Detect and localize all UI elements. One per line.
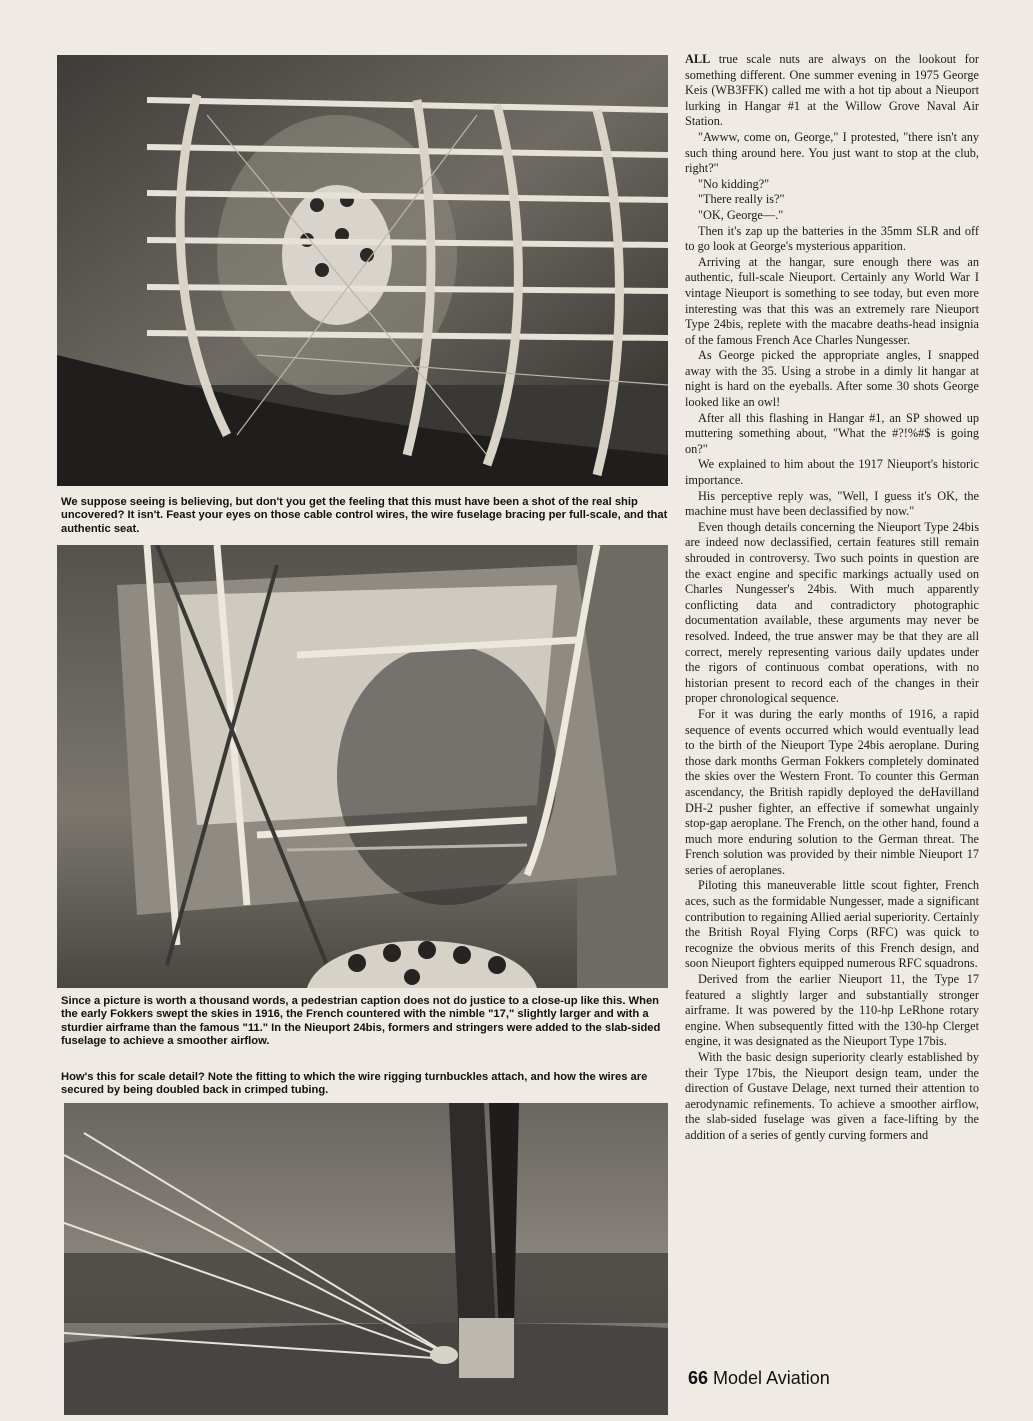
article-paragraph: Derived from the earlier Nieuport 11, the Type 17 featured a slightly larger and substantially stronger airframe. It was powered by the 110-hp LeRhone rotary engine. When subsequently fitted with the 130-hp Clerget engine, it was designated as the Nieuport Type 17bis. — [685, 972, 979, 1049]
page-number: 66 — [688, 1368, 709, 1388]
article-paragraph — [685, 52, 979, 130]
article-paragraph: We explained to him about the 1917 Nieuport's historic importance. — [685, 457, 979, 488]
caption-photo-1: We suppose seeing is believing, but don't you get the feeling that this must have been a shot of the real ship uncovered? It isn't. Feast your eyes on those cable control wires, the wire fuselage bracing per full-scale, and that authentic seat. — [61, 496, 668, 535]
article-paragraph: After all this flashing in Hangar #1, an SP showed up muttering something about, "What the #?!%#$ is going on?" — [685, 410, 979, 456]
article-paragraph: "OK, George—." — [698, 207, 784, 222]
photo-cockpit-seat — [57, 545, 668, 988]
caption-photo-2: Since a picture is worth a thousand words, a pedestrian caption does not do justice to a close-up like this. When the early Fokkers swept the skies in 1916, the French countered with the nimble "17," slightly larger and with a sturdier airframe than the famous "11." In the Nieuport 24bis, formers and stringers were added to the slab-sided fuselage to achieve a smoother airflow. — [61, 995, 661, 1048]
article-paragraph: Then it's zap up the batteries in the 35mm SLR and off to go look at George's mysterious apparition. — [685, 223, 979, 254]
article-paragraph: His perceptive reply was, "Well, I guess it's OK, the machine must have been declassified by now." — [685, 488, 979, 519]
caption-photo-3: How's this for scale detail? Note the fitting to which the wire rigging turnbuckles attach, and how the wires are secured by being doubled back in crimped tubing. — [61, 1071, 648, 1097]
article-paragraph: "No kidding?" — [698, 176, 770, 191]
page-footer — [688, 1368, 830, 1389]
photo-rigging-turnbuckles-image — [64, 1103, 668, 1415]
article-paragraph: "There really is?" — [698, 192, 785, 207]
photo-fuselage-frame-image — [57, 55, 668, 486]
magazine-title: Model Aviation — [713, 1368, 830, 1388]
article-paragraph-text: true scale nuts are always on the lookout for something different. One summer evening in 1975 George Keis (WB3FFK) called me with a hot tip about a Nieuport lurking in Hangar #1 at the Willow Grove Naval Air Station. — [685, 52, 979, 129]
article-paragraph: Arriving at the hangar, sure enough there was an authentic, full-scale Nieuport. Certainly any World War I vintage Nieuport is something to see today, but even more interesting was that this was an extremely rare Nieuport Type 24bis, replete with the macabre deaths-head insignia of the famous French Ace Charles Nungesser. — [685, 254, 979, 347]
article-paragraph: As George picked the appropriate angles, I snapped away with the 35. Using a strobe in a dimly lit hangar at night is hard on the eyeballs. After some 30 shots George looked like an owl! — [685, 348, 979, 410]
article-body — [685, 52, 979, 1144]
article-paragraph: Piloting this maneuverable little scout fighter, French aces, such as the formidable Nungesser, made a significant contribution to regaining Allied aerial superiority. Certainly the British Royal Flying Corps (RFC) was quick to recognize the obvious merits of this French design, and soon Nieuport fighters equipped numerous RFC squadrons. — [685, 878, 979, 971]
article-paragraph: With the basic design superiority clearly established by their Type 17bis, the Nieuport design team, under the direction of Gustave Delage, next turned their attention to aerodynamic refinements. To achieve a smoother airflow, the slab-sided fuselage was given a face-lifting by the addition of a series of gently curving formers and — [685, 1050, 979, 1142]
article-paragraph: For it was during the early months of 1916, a rapid sequence of events occurred which would eventually lead to the birth of the Nieuport Type 24bis aeroplane. During those dark months German Fokkers completely dominated the skies over the Western Front. To counter this German ascendancy, the British rapidly deployed the deHavilland DH-2 pusher fighter, an effective if somewhat ungainly stop-gap aeroplane. The French, on the other hand, found a much more enduring solution to the German threat. The French solution was provided by their nimble Nieuport 17 series of aeroplanes. — [685, 706, 979, 877]
photo-cockpit-seat-image — [57, 545, 668, 988]
article-paragraph: "Awww, come on, George," I protested, "there isn't any such thing around here. You just want to stop at the club, right?" — [685, 129, 979, 176]
article-lead: ALL — [685, 52, 711, 66]
photo-fuselage-frame — [57, 55, 668, 486]
article-paragraph: Even though details concerning the Nieuport Type 24bis are indeed now declassified, certain features still remain shrouded in controversy. Two such points in question are the exact engine and specific markings actually used on Charles Nungesser's 24bis. With much apparently conflicting data and contradictory photographic documentation available, these arguments may never be resolved. Indeed, the true answer may be that they are all correct, merely representing various daily updates under the rigors of continuous combat operations, with no historian present to record each of the changes in their proper chronological sequence. — [685, 519, 979, 706]
photo-rigging-turnbuckles — [64, 1103, 668, 1415]
